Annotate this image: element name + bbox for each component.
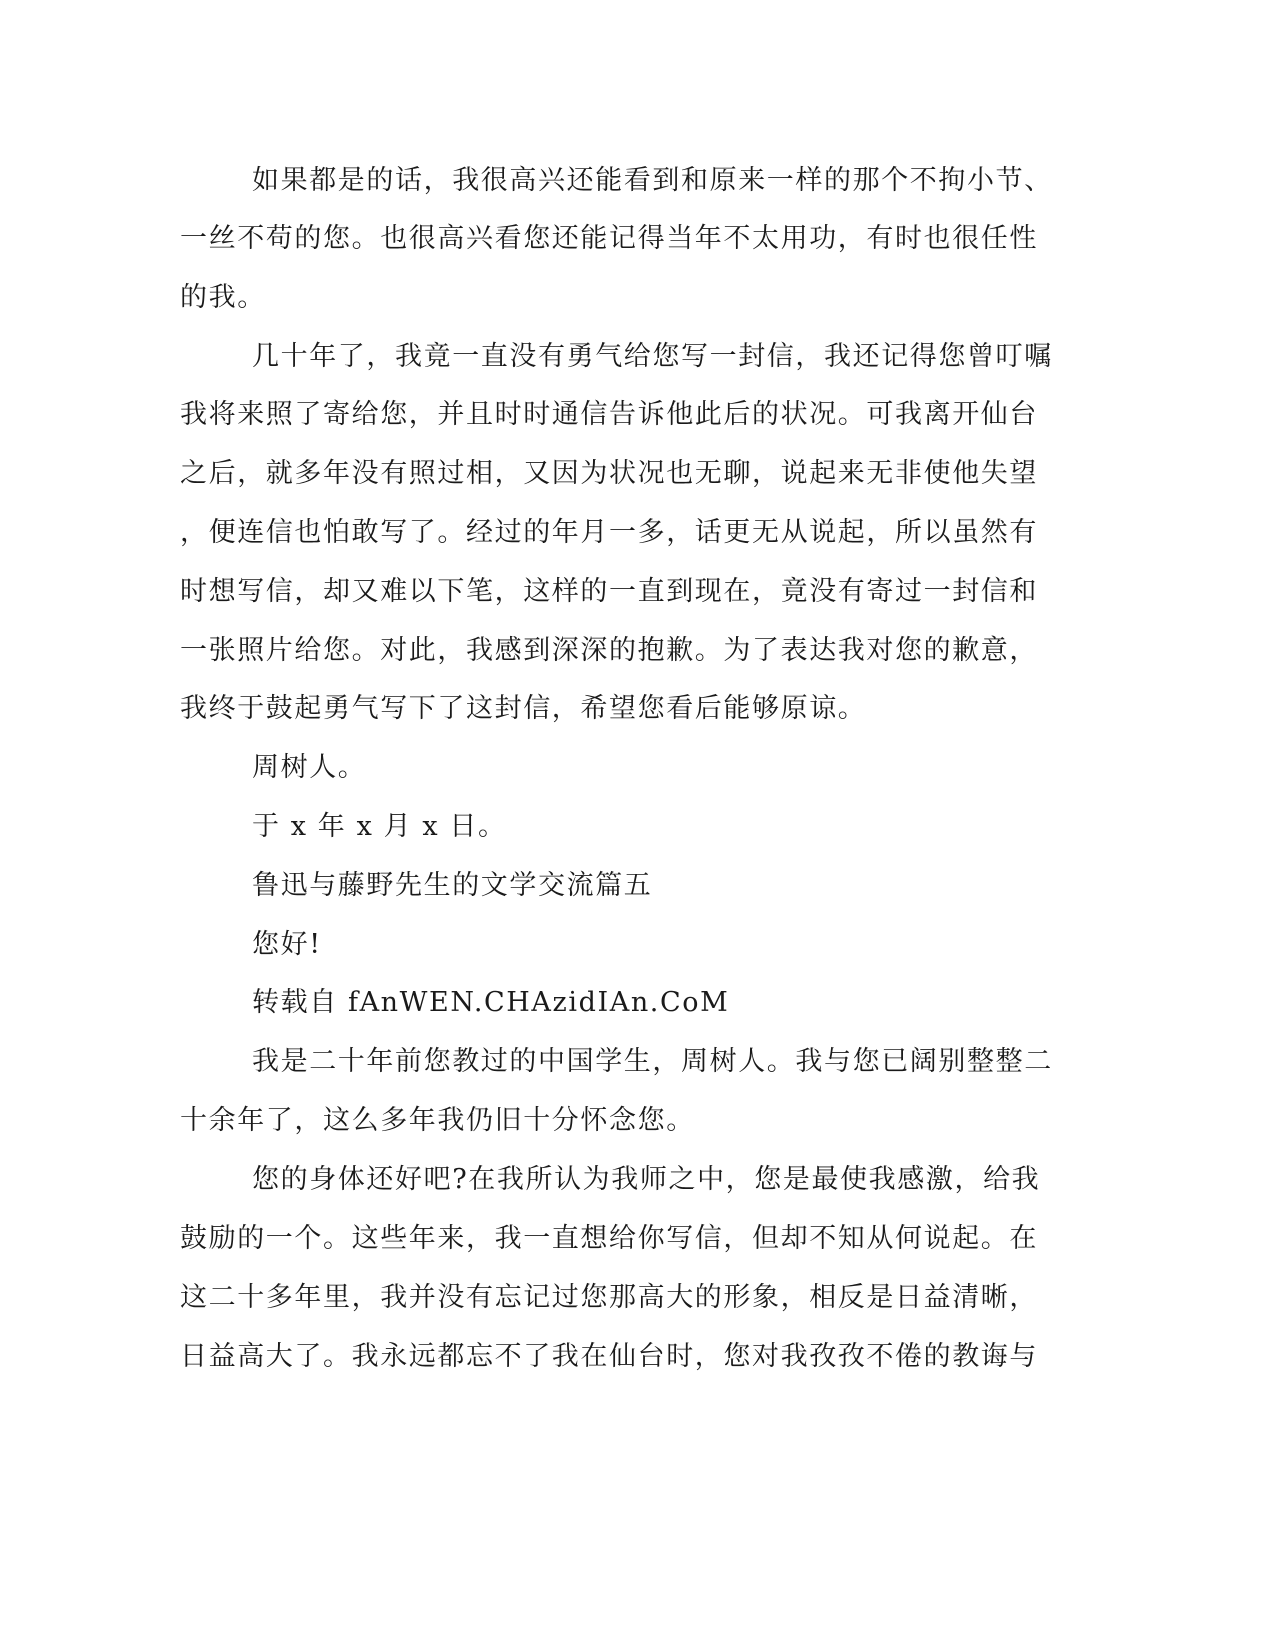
text-line: 我是二十年前您教过的中国学生，周树人。我与您已阔别整整二 xyxy=(252,1046,1053,1077)
text-line: 时想写信，却又难以下笔，这样的一直到现在，竟没有寄过一封信和 xyxy=(180,576,1038,607)
text-line: 的我。 xyxy=(180,282,266,313)
text-line: 我将来照了寄给您，并且时时通信告诉他此后的状况。可我离开仙台 xyxy=(180,399,1038,430)
text-line: 几十年了，我竟一直没有勇气给您写一封信，我还记得您曾叮嘱 xyxy=(252,341,1053,372)
source-note: 转载自 fAnWEN.CHAzidIAn.CoM xyxy=(252,987,730,1018)
text-line: 您的身体还好吧?在我所认为我师之中，您是最使我感激，给我 xyxy=(252,1164,1041,1195)
text-line: 这二十多年里，我并没有忘记过您那高大的形象，相反是日益清晰， xyxy=(180,1282,1038,1313)
text-line: ，便连信也怕敢写了。经过的年月一多，话更无从说起，所以虽然有 xyxy=(180,517,1038,548)
text-line: 鼓励的一个。这些年来，我一直想给你写信，但却不知从何说起。在 xyxy=(180,1223,1038,1254)
text-line: 日益高大了。我永远都忘不了我在仙台时，您对我孜孜不倦的教诲与 xyxy=(180,1341,1038,1372)
text-line: 之后，就多年没有照过相，又因为状况也无聊，说起来无非使他失望 xyxy=(180,458,1038,489)
text-line: 我终于鼓起勇气写下了这封信，希望您看后能够原谅。 xyxy=(180,693,867,724)
text-line: 一丝不苟的您。也很高兴看您还能记得当年不太用功，有时也很任性 xyxy=(180,223,1038,254)
section-title: 鲁迅与藤野先生的文学交流篇五 xyxy=(252,870,653,901)
greeting: 您好! xyxy=(252,929,322,960)
text-line: 十余年了，这么多年我仍旧十分怀念您。 xyxy=(180,1105,695,1136)
text-line: 如果都是的话，我很高兴还能看到和原来一样的那个不拘小节、 xyxy=(252,165,1053,196)
signature-name: 周树人。 xyxy=(252,752,367,783)
text-line: 一张照片给您。对此，我感到深深的抱歉。为了表达我对您的歉意， xyxy=(180,635,1038,666)
signature-date: 于 x 年 x 月 x 日。 xyxy=(252,811,507,842)
